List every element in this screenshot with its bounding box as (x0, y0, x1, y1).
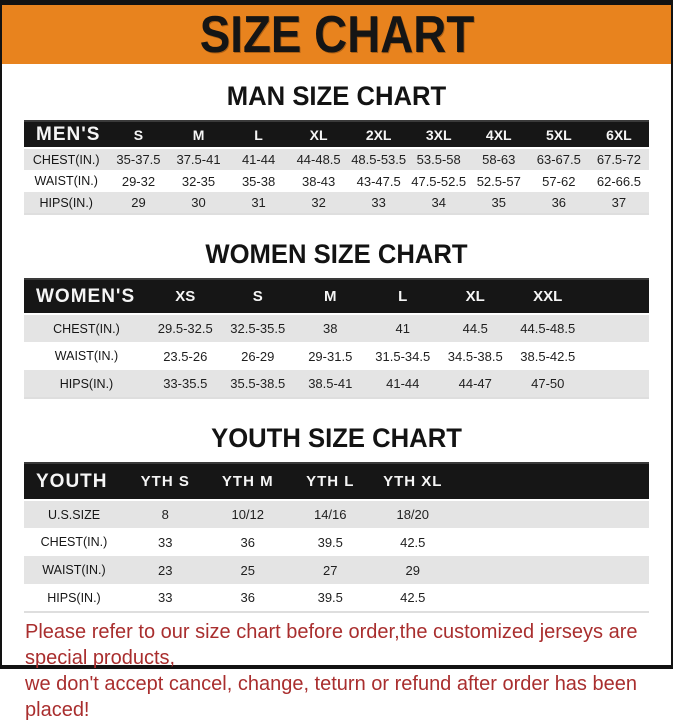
row-label: WAIST(IN.) (34, 174, 98, 188)
row-label: CHEST(IN.) (53, 321, 120, 336)
size-cell: 63-67.5 (536, 152, 581, 167)
section-heading-women: WOMEN SIZE CHART (205, 239, 468, 269)
column-header: S (108, 121, 168, 148)
size-cell: 23 (158, 562, 173, 578)
section-heading-youth: YOUTH SIZE CHART (211, 423, 462, 453)
size-cell: 36 (240, 534, 255, 550)
column-header (584, 279, 649, 314)
size-cell: 47.5-52.5 (411, 173, 467, 189)
size-cell (454, 528, 649, 556)
column-header: S (222, 279, 295, 314)
size-cell (454, 556, 649, 584)
column-header: XL (439, 279, 512, 314)
column-header: L (229, 121, 289, 148)
size-cell: 41-44 (241, 152, 276, 167)
table-corner-label: YOUTH (24, 463, 124, 500)
row-label: CHEST(IN.) (40, 535, 108, 549)
column-header: YTH M (207, 463, 290, 500)
row-label: HIPS(IN.) (47, 590, 101, 605)
size-cell (584, 342, 649, 370)
column-header: XXL (512, 279, 585, 314)
size-cell: 33 (158, 534, 173, 550)
row-label: CHEST(IN.) (32, 152, 100, 167)
size-cell: 35.5-38.5 (230, 376, 286, 391)
size-cell: 53.5-58 (416, 152, 461, 167)
size-cell: 33 (158, 590, 173, 605)
size-cell: 44-48.5 (296, 152, 341, 167)
men-size-table (24, 120, 649, 215)
column-header: L (367, 279, 440, 314)
column-header: XS (149, 279, 222, 314)
page-title: SIZE CHART (199, 5, 474, 64)
row-label: U.S.SIZE (47, 507, 101, 522)
row-label: HIPS(IN.) (39, 195, 93, 210)
size-cell: 26-29 (241, 348, 275, 364)
size-cell: 38 (323, 321, 338, 336)
size-cell: 44.5 (462, 321, 488, 336)
section-heading-men: MAN SIZE CHART (226, 81, 447, 111)
footer-note (25, 619, 665, 723)
size-cell: 57-62 (542, 173, 576, 189)
size-cell: 35-37.5 (116, 152, 161, 167)
column-header: 5XL (529, 121, 589, 148)
size-cell: 29 (131, 195, 146, 210)
size-cell: 67.5-72 (596, 152, 641, 167)
size-cell: 35 (491, 195, 506, 210)
column-header: 4XL (469, 121, 529, 148)
size-cell: 62-66.5 (596, 173, 641, 189)
size-cell: 29 (405, 562, 420, 578)
size-cell: 42.5 (400, 590, 426, 605)
size-cell: 39.5 (317, 534, 343, 550)
size-cell: 32 (311, 195, 326, 210)
size-cell: 37.5-41 (176, 152, 221, 167)
size-cell (584, 314, 649, 342)
size-cell: 25 (240, 562, 255, 578)
column-header: XL (289, 121, 349, 148)
column-header: 2XL (349, 121, 409, 148)
size-cell: 41-44 (386, 376, 420, 391)
column-header: 3XL (409, 121, 469, 148)
size-cell: 32-35 (181, 173, 216, 189)
size-cell: 29-31.5 (308, 348, 353, 364)
size-cell: 43-47.5 (356, 173, 401, 189)
size-cell: 10/12 (231, 507, 265, 522)
table-corner-label: MEN'S (24, 121, 108, 148)
size-cell (454, 500, 649, 528)
size-cell: 31 (251, 195, 266, 210)
size-cell: 36 (240, 590, 255, 605)
column-header: YTH S (124, 463, 207, 500)
size-cell: 34 (431, 195, 446, 210)
youth-size-table (24, 462, 649, 613)
size-cell: 27 (323, 562, 338, 578)
size-cell: 33-35.5 (163, 376, 208, 391)
size-cell: 48.5-53.5 (351, 152, 407, 167)
table-corner-label: WOMEN'S (24, 279, 149, 314)
size-cell: 31.5-34.5 (375, 348, 431, 364)
row-label: WAIST(IN.) (42, 563, 106, 577)
column-header: 6XL (589, 121, 649, 148)
size-cell: 42.5 (400, 534, 426, 550)
size-cell: 33 (371, 195, 386, 210)
size-cell: 41 (395, 321, 410, 336)
size-cell: 38-43 (301, 173, 336, 189)
column-header (454, 463, 649, 500)
size-cell: 18/20 (396, 507, 430, 522)
size-cell: 44.5-48.5 (520, 321, 576, 336)
size-cell: 58-63 (482, 152, 516, 167)
size-cell: 14/16 (313, 507, 347, 522)
size-cell: 23.5-26 (163, 348, 208, 364)
size-cell: 44-47 (458, 376, 492, 391)
size-cell (454, 584, 649, 612)
footer-note-line1: Please refer to our size chart before order,the customized jerseys are special products, (25, 621, 638, 669)
row-label: WAIST(IN.) (54, 349, 119, 363)
size-cell (584, 370, 649, 398)
size-cell: 52.5-57 (476, 173, 521, 189)
size-cell: 29-32 (121, 173, 156, 189)
column-header: YTH XL (372, 463, 455, 500)
size-cell: 29.5-32.5 (157, 321, 213, 336)
size-cell: 36 (551, 195, 567, 210)
size-cell: 35-38 (241, 173, 276, 189)
footer-note-line2: we don't accept cancel, change, teturn or refund after order has been placed! (25, 673, 637, 721)
row-label: HIPS(IN.) (59, 376, 114, 391)
column-header: M (294, 279, 367, 314)
size-cell: 37 (611, 195, 627, 210)
size-cell: 30 (191, 195, 206, 210)
size-cell: 32.5-35.5 (230, 321, 286, 336)
size-cell: 8 (161, 507, 169, 522)
title-banner (2, 5, 671, 64)
size-cell: 38.5-41 (308, 376, 353, 391)
women-size-table (24, 278, 649, 399)
column-header: M (169, 121, 229, 148)
size-cell: 39.5 (317, 590, 343, 605)
column-header: YTH L (289, 463, 372, 500)
size-cell: 38.5-42.5 (520, 348, 576, 364)
size-cell: 47-50 (531, 376, 565, 391)
size-cell: 34.5-38.5 (447, 348, 503, 364)
